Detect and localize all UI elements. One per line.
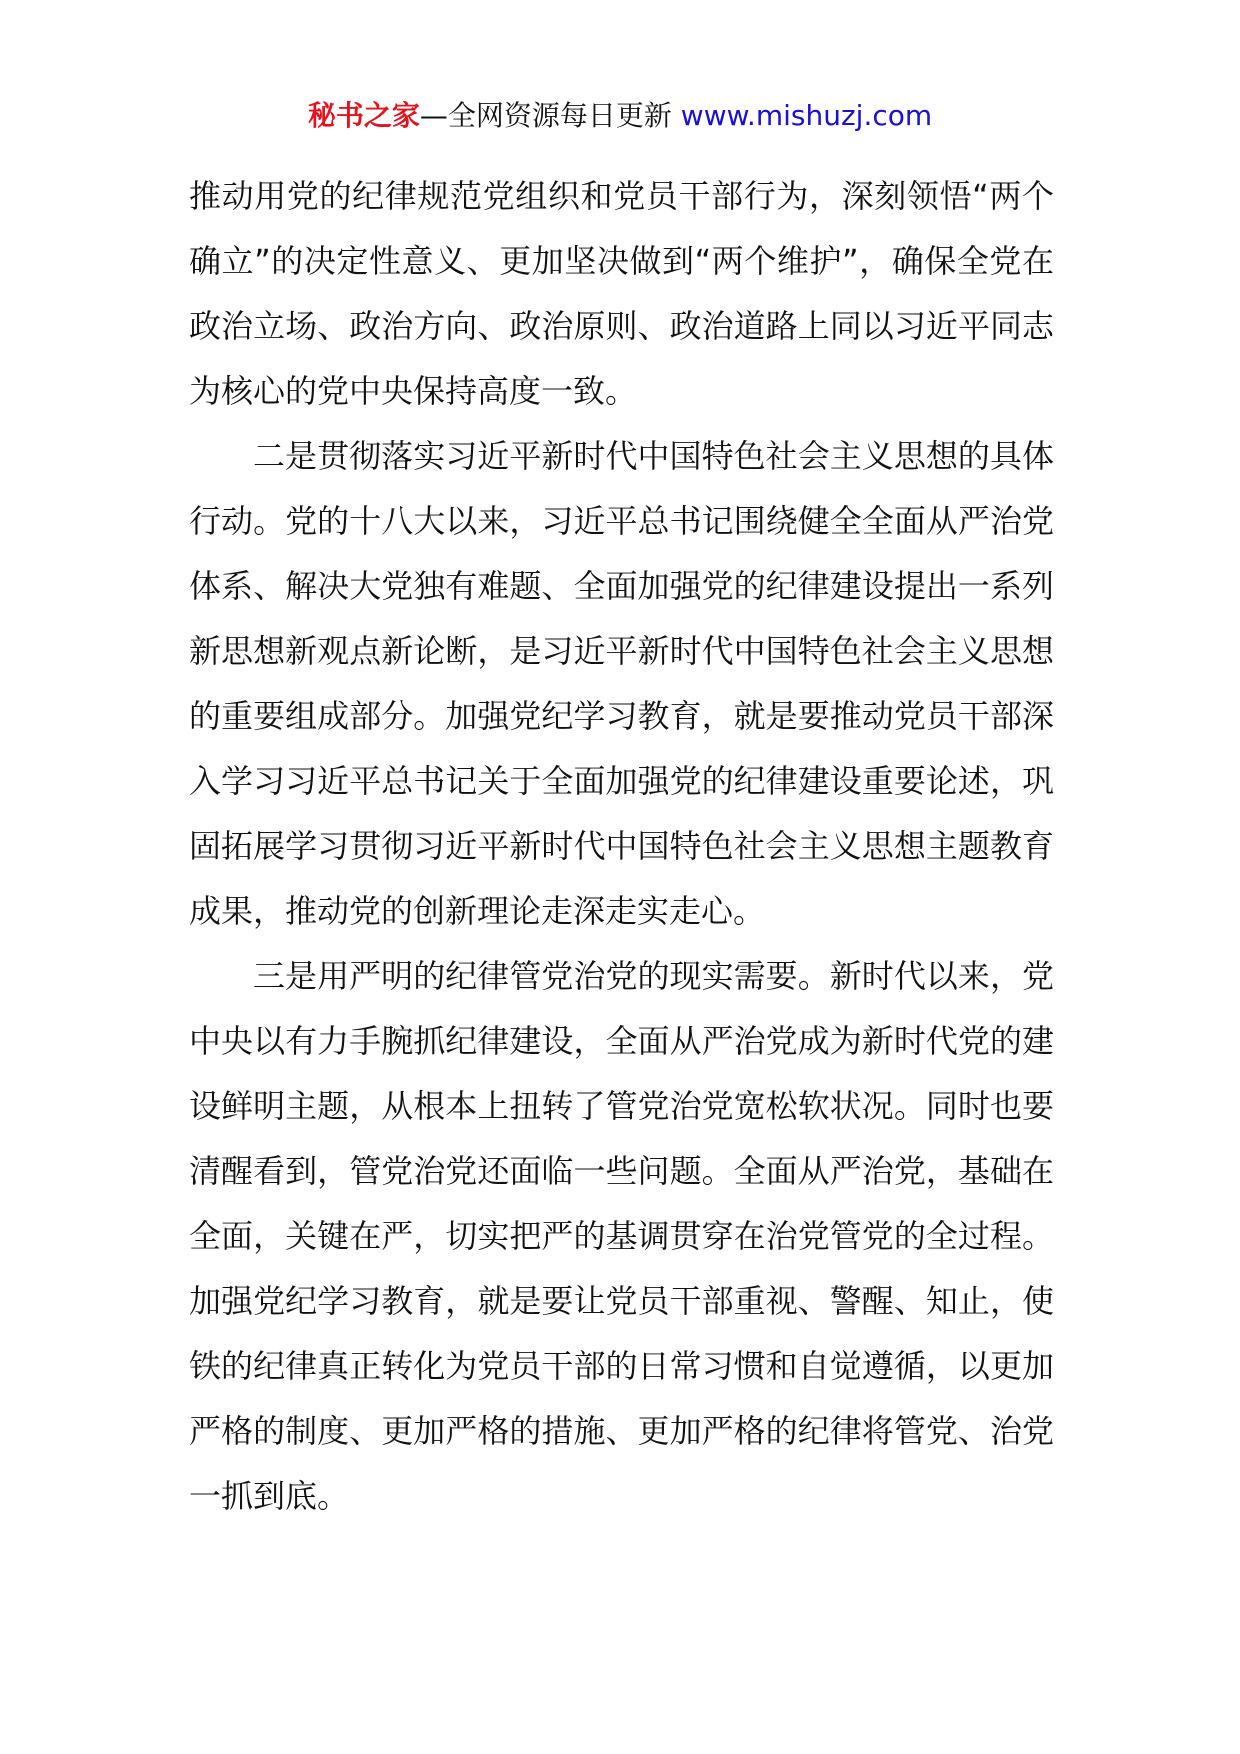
paragraph-point-three: 三是用严明的纪律管党治党的现实需要。新时代以来，党中央以有力手腕抓纪律建设，全面从严治党成为新时代党的建设鲜明主题，从根本上扭转了管党治党宽松软状况。同时也要清醒看到，管党治党还面临一些问题。全面从严治党，基础在全面，关键在严，切实把严的基调贯穿在治党管党的全过程。加强党纪学习教育，就是要让党员干部重视、警醒、知止，使铁的纪律真正转化为党员干部的日常习惯和自觉遵循，以更加严格的制度、更加严格的措施、更加严格的纪律将管党、治党一抓到底。 bbox=[189, 957, 1054, 1515]
paragraph-continuation: 推动用党的纪律规范党组织和党员干部行为，深刻领悟“两个确立”的决定性意义、更加坚决做到“两个维护”，确保全党在政治立场、政治方向、政治原则、政治道路上同以习近平同志为核心的党中央保持高度一致。 bbox=[189, 177, 1054, 410]
brand-name: 秘书之家 bbox=[307, 99, 420, 132]
header-slogan: —全网资源每日更新 bbox=[419, 99, 672, 132]
website-url[interactable]: www.mishuzj.com bbox=[680, 99, 933, 132]
page-header bbox=[0, 96, 1240, 136]
paragraph-point-two: 二是贯彻落实习近平新时代中国特色社会主义思想的具体行动。党的十八大以来，习近平总书记围绕健全全面从严治党体系、解决大党独有难题、全面加强党的纪律建设提出一系列新思想新观点新论断，是习近平新时代中国特色社会主义思想的重要组成部分。加强党纪学习教育，就是要推动党员干部深入学习习近平总书记关于全面加强党的纪律建设重要论述，巩固拓展学习贯彻习近平新时代中国特色社会主义思想主题教育成果，推动党的创新理论走深走实走心。 bbox=[189, 437, 1054, 930]
document-body bbox=[189, 164, 1054, 1529]
